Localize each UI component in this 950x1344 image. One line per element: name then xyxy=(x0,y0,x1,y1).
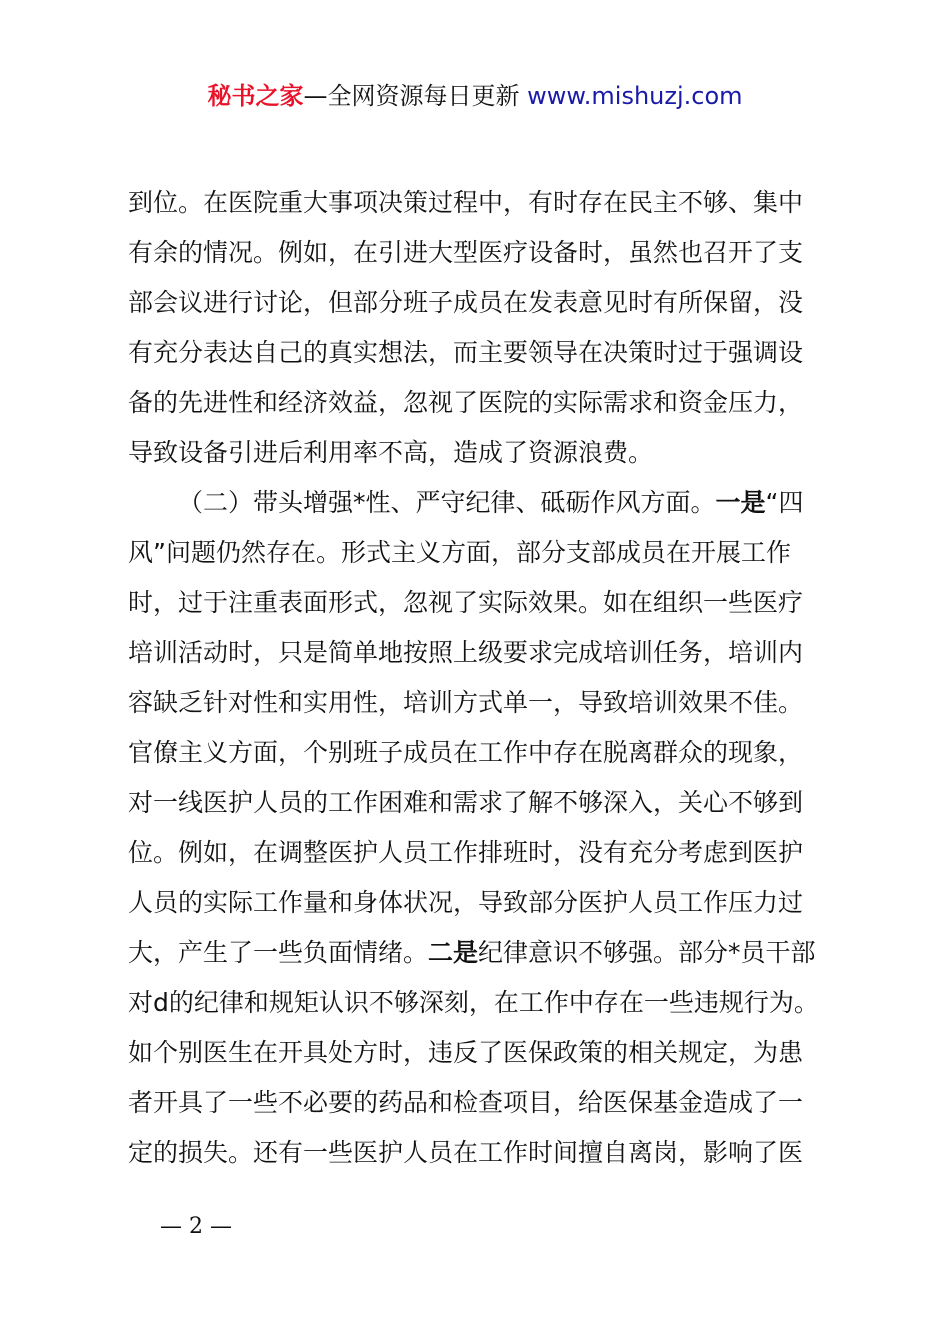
text-line: 有余的情况。例如，在引进大型医疗设备时，虽然也召开了支 xyxy=(128,238,804,267)
page-number: — 2 — xyxy=(160,1214,232,1239)
text-line: 备的先进性和经济效益，忽视了医院的实际需求和资金压力， xyxy=(128,388,804,417)
document-header xyxy=(0,80,950,112)
text-line: 对一线医护人员的工作困难和需求了解不够深入，关心不够到 xyxy=(128,788,804,817)
text-line: 风”问题仍然存在。形式主义方面，部分支部成员在开展工作 xyxy=(128,538,791,567)
text-fragment: 大，产生了一些负面情绪。 xyxy=(128,938,429,967)
header-tagline: —全网资源每日更新 xyxy=(303,82,520,110)
text-line: 有充分表达自己的真实想法，而主要领导在决策时过于强调设 xyxy=(128,338,804,367)
text-line: 时，过于注重表面形式，忽视了实际效果。如在组织一些医疗 xyxy=(128,588,804,617)
text-line: 位。例如，在调整医护人员工作排班时，没有充分考虑到医护 xyxy=(128,838,804,867)
point-marker-1: 一是 xyxy=(715,488,766,517)
document-body xyxy=(128,178,828,1178)
text-line: 如个别医生在开具处方时，违反了医保政策的相关规定，为患 xyxy=(128,1038,804,1067)
paragraph-heading-line xyxy=(128,478,828,528)
section-heading: （二）带头增强*性、严守纪律、砥砺作风方面。 xyxy=(178,488,716,517)
text-line: 官僚主义方面，个别班子成员在工作中存在脱离群众的现象， xyxy=(128,738,804,767)
brand-name: 秘书之家 xyxy=(207,82,304,110)
text-line: 容缺乏针对性和实用性，培训方式单一，导致培训效果不佳。 xyxy=(128,688,804,717)
text-line: 对d的纪律和规矩认识不够深刻，在工作中存在一些违规行为。 xyxy=(128,988,819,1017)
text-line: 定的损失。还有一些医护人员在工作时间擅自离岗，影响了医 xyxy=(128,1138,804,1167)
text-fragment: “四 xyxy=(765,488,804,517)
text-line: 者开具了一些不必要的药品和检查项目，给医保基金造成了一 xyxy=(128,1088,804,1117)
text-line: 导致设备引进后利用率不高，造成了资源浪费。 xyxy=(128,438,654,467)
text-fragment: 纪律意识不够强。部分*员干部 xyxy=(478,938,816,967)
text-line: 培训活动时，只是简单地按照上级要求完成培训任务，培训内 xyxy=(128,638,804,667)
text-line: 人员的实际工作量和身体状况，导致部分医护人员工作压力过 xyxy=(128,888,804,917)
text-line: 部会议进行讨论，但部分班子成员在发表意见时有所保留，没 xyxy=(128,288,804,317)
header-url[interactable]: www.mishuzj.com xyxy=(527,82,743,110)
point-marker-2: 二是 xyxy=(428,938,479,967)
text-line: 到位。在医院重大事项决策过程中，有时存在民主不够、集中 xyxy=(128,188,804,217)
mixed-text-line xyxy=(128,928,828,978)
